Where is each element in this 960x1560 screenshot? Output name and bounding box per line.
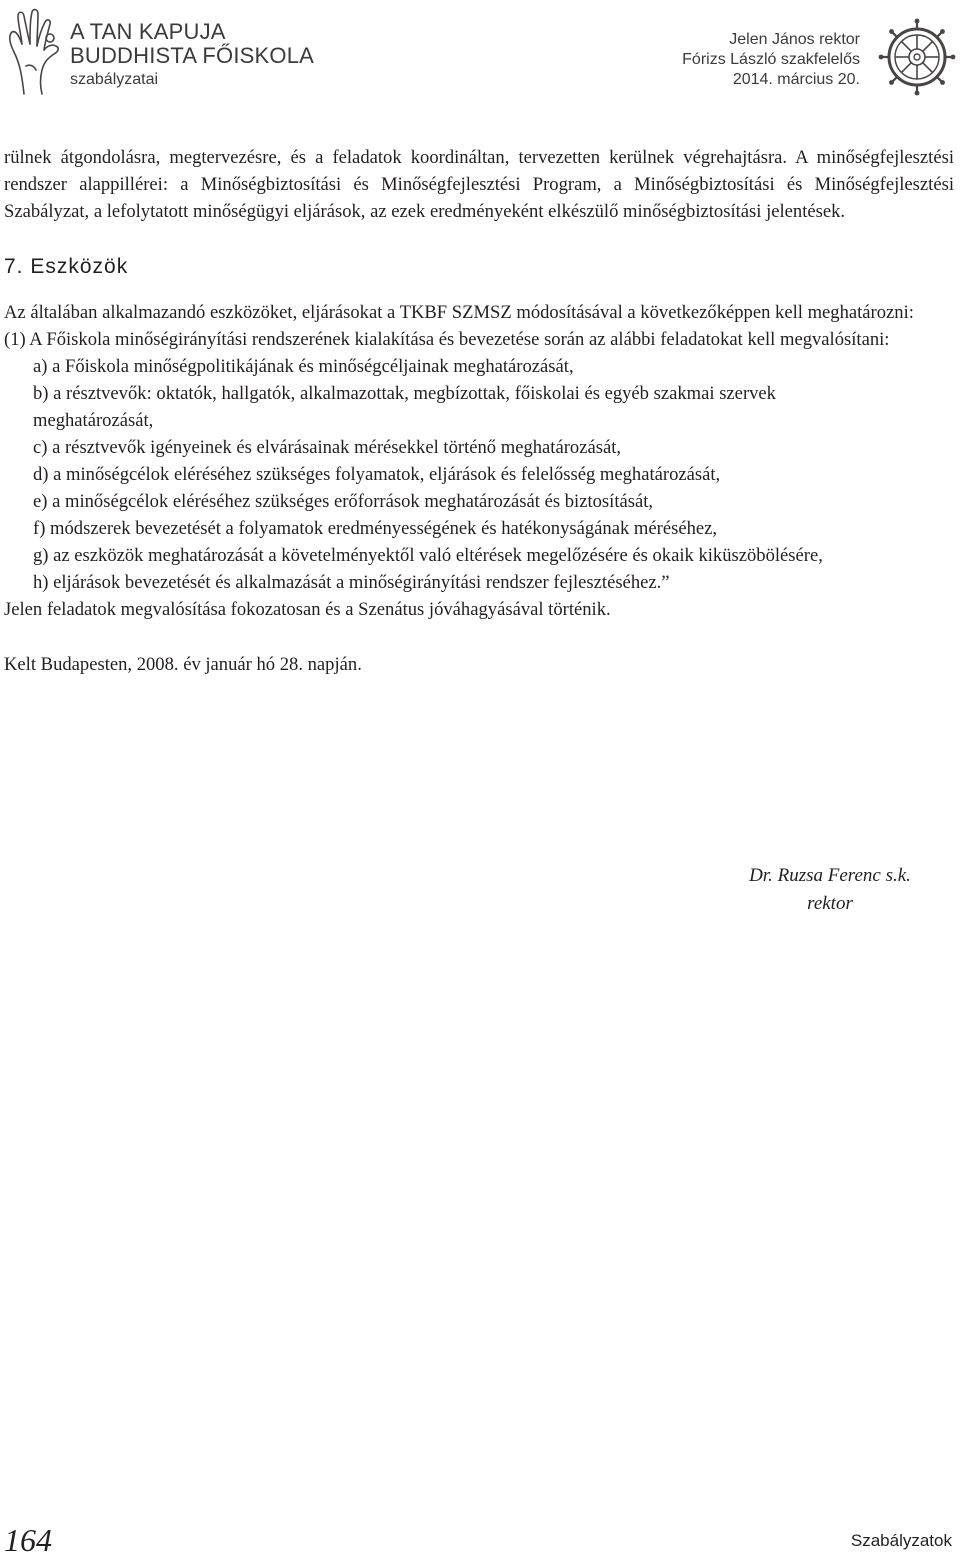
header-title-line1: A TAN KAPUJA — [70, 19, 226, 44]
intro-paragraph: rülnek átgondolásra, megtervezésre, és a feladatok koordináltan, tervezetten kerülnek végrehajtásra. A minőségfejlesztési rendszer alappillérei: a Minőségbiztosítási és Minőségfejlesztési Program, a Minőségbiztosítási és Minőségfejlesztési Szabályzat, a lefolytatott minőségügyi eljárások, az ezek eredményeként elkészülő minőségbiztosítási jelentések. — [4, 147, 954, 222]
list-item-h: h) eljárások bevezetését és alkalmazását a minőségirányítási rendszer fejlesztéséhez.” — [33, 572, 670, 593]
header-meta-rector: Jelen János rektor — [729, 31, 860, 48]
closing-paragraph: Jelen feladatok megvalósítása fokozatosan és a Szenátus jóváhagyásával történik. — [4, 599, 611, 620]
header-title-block — [70, 20, 314, 90]
document-body — [4, 144, 954, 678]
paragraph-tools: Az általában alkalmazandó eszközöket, eljárásokat a TKBF SZMSZ módosításával a következőképpen kell meghatározni: — [4, 302, 914, 323]
signature-block — [700, 862, 960, 918]
dharma-wheel-icon — [878, 18, 956, 96]
list-item-e: e) a minőségcélok eléréséhez szükséges erőforrások meghatározását és biztosítását, — [33, 491, 654, 512]
footer-section-label: Szabályzatok — [850, 1531, 952, 1550]
hand-mudra-icon — [4, 6, 66, 96]
paragraph-tasks: (1) A Főiskola minőségirányítási rendszerének kialakítása és bevezetése során az alábbi feladatokat kell megvalósítani: — [4, 329, 890, 350]
header-subtitle: szabályzatai — [70, 71, 159, 88]
section-heading: 7. Eszközök — [4, 255, 129, 278]
list-item-b-continued: meghatározását, — [33, 410, 154, 431]
signature-name: Dr. Ruzsa Ferenc s.k. — [749, 865, 911, 886]
page-header — [0, 0, 960, 110]
header-meta-date: 2014. március 20. — [732, 71, 860, 88]
list-item-b: b) a résztvevők: oktatók, hallgatók, alkalmazottak, megbízottak, főiskolai és egyéb szakmai szervek — [33, 383, 776, 404]
list-item-d: d) a minőségcélok eléréséhez szükséges folyamatok, eljárások és felelősség meghatározását, — [33, 464, 721, 485]
header-title-line2: BUDDHISTA FŐISKOLA — [70, 43, 315, 68]
list-item-g: g) az eszközök meghatározását a követelményektől való eltérések megelőzésére és okaik kiküszöbölésére, — [33, 545, 823, 566]
header-meta — [682, 30, 860, 90]
header-meta-responsible: Fórizs László szakfelelős — [682, 51, 860, 68]
list-item-a: a) a Főiskola minőségpolitikájának és minőségcéljainak meghatározását, — [33, 356, 574, 377]
list-item-f: f) módszerek bevezetését a folyamatok eredményességének és hatékonyságának méréséhez, — [33, 518, 718, 539]
list-item-c: c) a résztvevők igényeinek és elvárásainak mérésekkel történő meghatározását, — [33, 437, 622, 458]
date-place-line: Kelt Budapesten, 2008. év január hó 28. napján. — [4, 654, 362, 675]
page-number: 164 — [4, 1522, 52, 1558]
signature-title: rektor — [807, 893, 853, 914]
